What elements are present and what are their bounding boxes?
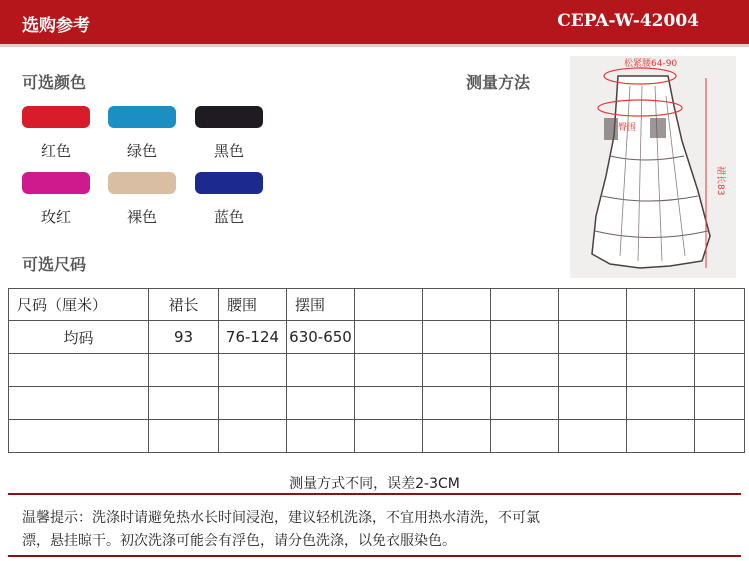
table-header: 尺码（厘米）: [9, 289, 149, 321]
care-tip-line: 漂，悬挂晾干。初次洗涤可能会有浮色，请分色洗涤，以免衣服染色。: [22, 533, 456, 549]
sizes-section-title: 可选尺码: [22, 255, 87, 274]
table-cell: [491, 354, 559, 387]
table-cell: [355, 420, 423, 453]
table-row: [9, 354, 745, 387]
table-cell: [9, 354, 149, 387]
table-cell: [695, 387, 745, 420]
color-swatch-nude[interactable]: [108, 172, 176, 194]
color-swatch-blue[interactable]: [195, 172, 263, 194]
table-cell: [149, 387, 219, 420]
table-cell: [9, 387, 149, 420]
table-cell: [423, 387, 491, 420]
table-cell: [219, 354, 287, 387]
table-cell: [695, 354, 745, 387]
table-cell: 630-650: [287, 321, 355, 354]
table-cell: [491, 321, 559, 354]
divider: [8, 493, 741, 495]
hip-annotation: 臀围: [618, 123, 637, 133]
table-cell: [423, 321, 491, 354]
table-cell: [355, 321, 423, 354]
care-tip: [22, 507, 722, 553]
table-cell: [559, 354, 627, 387]
table-cell: [627, 354, 695, 387]
table-cell: [355, 354, 423, 387]
table-cell: [423, 354, 491, 387]
table-cell: [491, 420, 559, 453]
skirt-measurement-image: [570, 56, 736, 278]
colors-section-title: 可选颜色: [22, 73, 87, 92]
table-header: 摆围: [287, 289, 355, 321]
table-cell: [355, 387, 423, 420]
table-row: [9, 420, 745, 453]
table-cell: [287, 420, 355, 453]
table-cell: [627, 420, 695, 453]
color-swatch-green[interactable]: [108, 106, 176, 128]
color-swatch-rose[interactable]: [22, 172, 90, 194]
measure-section-title: 测量方法: [466, 73, 531, 92]
header-banner: [0, 0, 749, 47]
table-cell: [695, 321, 745, 354]
care-tip-line: 温馨提示：洗涤时请避免热水长时间浸泡，建议轻机洗涤，不宜用热水清洗，不可氯: [22, 510, 540, 526]
color-label: 玫红: [40, 208, 71, 226]
table-cell: 93: [149, 321, 219, 354]
length-annotation: 裙长83: [715, 166, 725, 196]
table-cell: [149, 354, 219, 387]
color-swatch-red[interactable]: [22, 106, 90, 128]
color-label: 红色: [40, 142, 71, 160]
table-cell: [559, 289, 627, 321]
table-cell: [627, 321, 695, 354]
table-header-row: [9, 289, 745, 321]
table-cell: 76-124: [219, 321, 287, 354]
table-row: [9, 321, 745, 354]
table-cell: [219, 387, 287, 420]
table-cell: [627, 387, 695, 420]
table-cell: [695, 420, 745, 453]
skirt-sketch-icon: [570, 56, 736, 278]
table-cell: [559, 321, 627, 354]
table-cell: [219, 420, 287, 453]
color-label: 裸色: [126, 208, 157, 226]
measurement-note: 测量方式不同，误差2-3CM: [289, 476, 460, 492]
table-cell: [695, 289, 745, 321]
page-title: 选购参考: [22, 16, 90, 36]
table-cell: [559, 420, 627, 453]
table-header: 裙长: [149, 289, 219, 321]
size-table: [8, 288, 745, 453]
table-row: [9, 387, 745, 420]
table-cell: [491, 289, 559, 321]
color-label: 黑色: [213, 142, 244, 160]
table-cell: [423, 289, 491, 321]
table-cell: [491, 387, 559, 420]
color-swatch-black[interactable]: [195, 106, 263, 128]
table-cell: [559, 387, 627, 420]
table-header: 腰围: [219, 289, 287, 321]
color-label: 绿色: [126, 142, 157, 160]
table-cell: [287, 354, 355, 387]
table-cell: [423, 420, 491, 453]
table-cell: [355, 289, 423, 321]
table-cell: [627, 289, 695, 321]
table-cell: [287, 387, 355, 420]
table-cell: [149, 420, 219, 453]
waist-annotation: 松紧腰64-90: [624, 59, 678, 69]
table-cell: [9, 420, 149, 453]
divider: [8, 555, 741, 557]
product-code: CEPA-W-42004: [557, 11, 699, 31]
color-label: 蓝色: [213, 208, 244, 226]
table-cell: 均码: [9, 321, 149, 354]
